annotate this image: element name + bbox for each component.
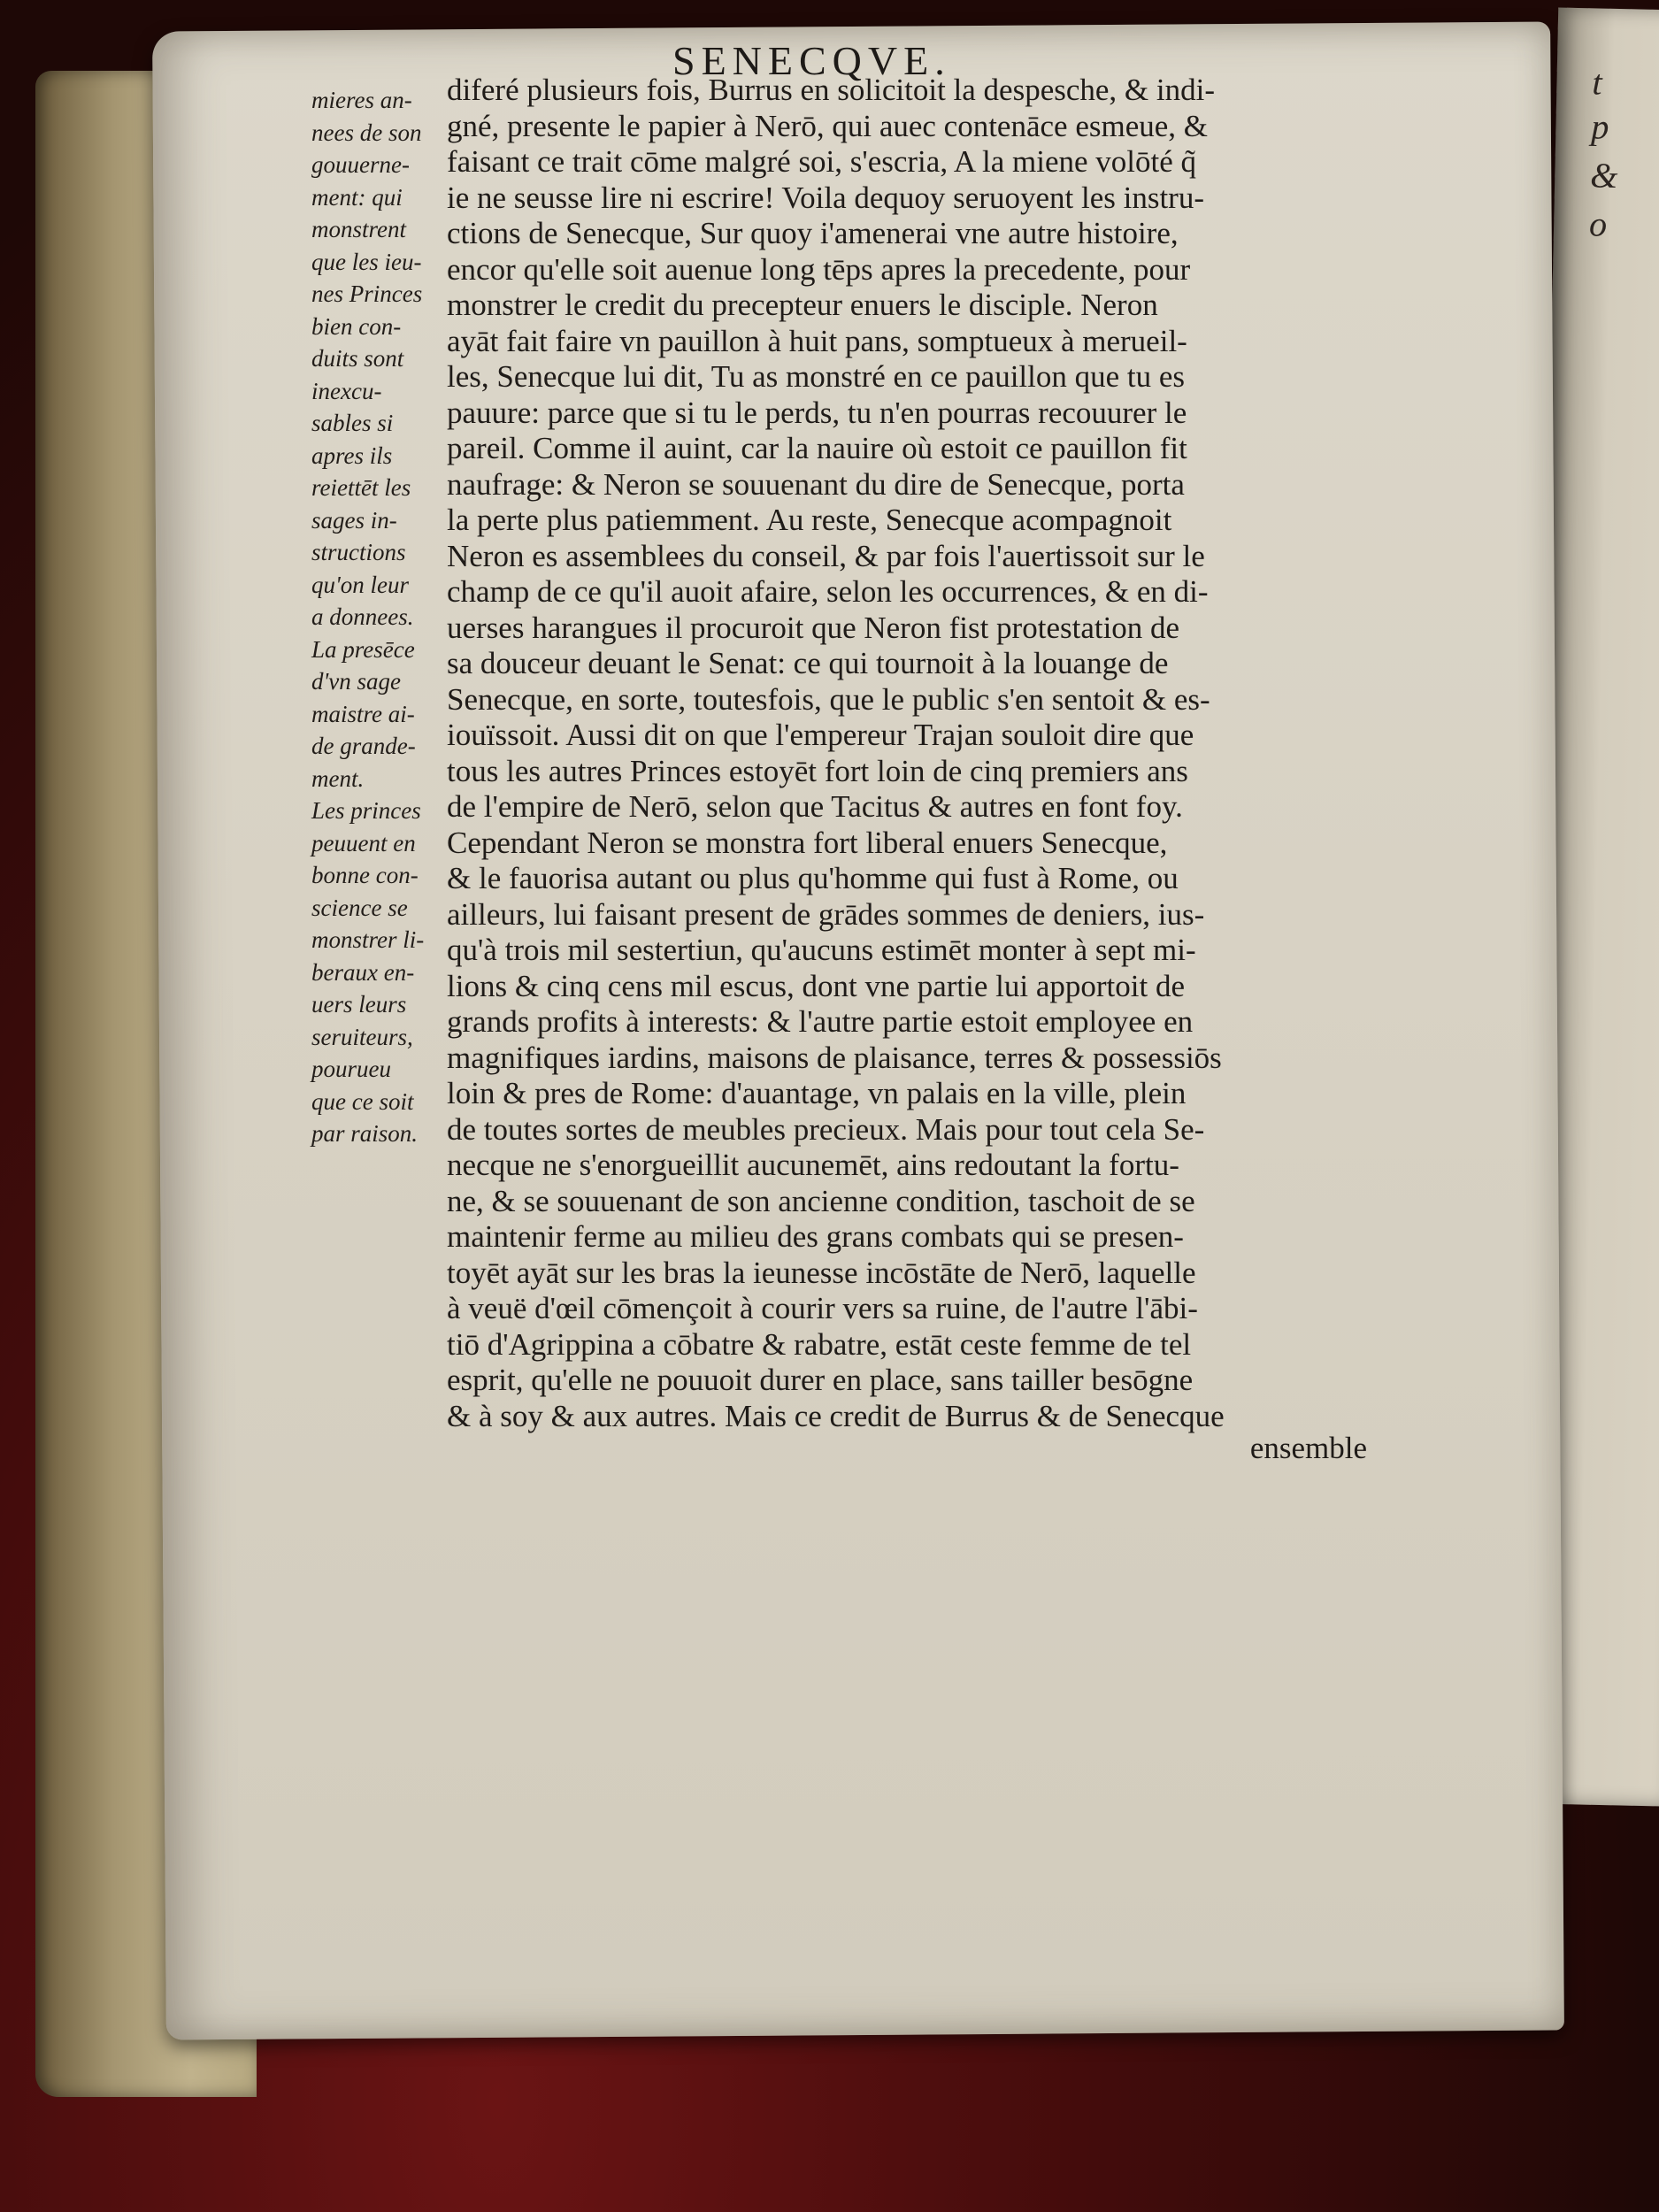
margin-note-line: bien con- bbox=[311, 312, 402, 340]
body-line: de toutes sortes de meubles precieux. Mais pour tout cela Se- bbox=[447, 1111, 1205, 1147]
margin-note-line: uers leurs bbox=[311, 991, 407, 1018]
body-text bbox=[447, 73, 1367, 1467]
margin-note-line: Les princes bbox=[311, 797, 421, 824]
margin-note-line: apres ils bbox=[311, 442, 393, 469]
body-line: ctions de Senecque, Sur quoy i'amenerai vne autre histoire, bbox=[447, 216, 1179, 250]
catchword: ensemble bbox=[1249, 1431, 1367, 1465]
margin-note-line: pourueu bbox=[311, 1056, 391, 1082]
body-line: maintenir ferme au milieu des grans combats qui se presen- bbox=[447, 1219, 1184, 1254]
body-line: & le fauorisa autant ou plus qu'homme qui fust à Rome, ou bbox=[447, 861, 1179, 895]
margin-note-line: La presēce bbox=[311, 635, 415, 663]
body-line: ailleurs, lui faisant present de grādes sommes de deniers, ius- bbox=[447, 896, 1205, 932]
margin-note-line: inexcu- bbox=[311, 377, 382, 404]
body-line: de l'empire de Nerō, selon que Tacitus & autres en font foy. bbox=[447, 789, 1183, 824]
body-line: necque ne s'enorgueillit aucunemēt, ains redoutant la fortu- bbox=[447, 1148, 1179, 1182]
margin-note-line: peuuent en bbox=[311, 829, 416, 856]
margin-note-line: nees de son bbox=[311, 119, 422, 146]
margin-note-line: monstrer li- bbox=[311, 926, 425, 953]
body-line: grands profits à interests: & l'autre partie estoit employee en bbox=[447, 1004, 1194, 1039]
margin-note-line: duits sont bbox=[311, 345, 404, 372]
margin-note-line: a donnees. bbox=[311, 603, 414, 630]
margin-note-line: sables si bbox=[311, 410, 394, 436]
margin-note-line: qu'on leur bbox=[311, 571, 410, 598]
body-line: iouïssoit. Aussi dit on que l'empereur Trajan souloit dire que bbox=[447, 718, 1194, 752]
body-line: loin & pres de Rome: d'auantage, vn palais en la ville, plein bbox=[447, 1076, 1187, 1110]
body-line: pauure: parce que si tu le perds, tu n'en pourras recouurer le bbox=[447, 395, 1187, 430]
body-line: naufrage: & Neron se souuenant du dire de Senecque, porta bbox=[447, 466, 1185, 502]
body-line: Neron es assemblees du conseil, & par fois l'auertissoit sur le bbox=[447, 538, 1205, 573]
facing-page-fragment: & bbox=[1589, 155, 1618, 196]
facing-page-fragment: o bbox=[1588, 204, 1608, 244]
body-line: ne, & se souuenant de son ancienne condition, taschoit de se bbox=[447, 1183, 1195, 1218]
margin-note-line: ment: qui bbox=[311, 183, 403, 211]
body-line: qu'à trois mil sestertiun, qu'aucuns estimēt monter à sept mi- bbox=[447, 933, 1196, 967]
body-line: faisant ce trait cōme malgré soi, s'escria, A la miene volōté q̃ bbox=[447, 144, 1196, 179]
margin-note-line: que ce soit bbox=[311, 1087, 414, 1115]
body-line: à veuë d'œil cōmençoit à courir vers sa ruine, de l'autre l'ābi- bbox=[447, 1291, 1198, 1325]
body-line: tous les autres Princes estoyēt fort loin de cinq premiers ans bbox=[447, 753, 1188, 788]
margin-note-line: ment. bbox=[311, 764, 365, 792]
body-line: sa douceur deuant le Senat: ce qui tournoit à la louange de bbox=[447, 646, 1169, 680]
margin-note-line: de grande- bbox=[311, 733, 416, 759]
body-line: gné, presente le papier à Nerō, qui auec contenāce esmeue, & bbox=[447, 108, 1208, 143]
margin-note-line: que les ieu- bbox=[311, 248, 422, 275]
margin-note-line: science se bbox=[311, 894, 408, 921]
margin-note-line: reiettēt les bbox=[311, 474, 411, 501]
margin-note-line: gouuerne- bbox=[311, 151, 410, 178]
body-line: monstrer le credit du precepteur enuers le disciple. Neron bbox=[447, 288, 1158, 322]
body-line: lions & cinq cens mil escus, dont vne partie lui apportoit de bbox=[447, 968, 1186, 1003]
body-line: encor qu'elle soit auenue long tēps apres la precedente, pour bbox=[447, 251, 1191, 287]
body-line: tiō d'Agrippina a cōbatre & rabatre, estāt ceste femme de tel bbox=[447, 1326, 1192, 1362]
running-head: SENECQVE. bbox=[672, 38, 951, 83]
margin-note-line: seruiteurs, bbox=[311, 1023, 413, 1050]
facing-page-fragment: p bbox=[1590, 106, 1609, 147]
margin-note-line: sages in- bbox=[311, 506, 397, 534]
body-line: toyēt ayāt sur les bras la ieunesse incōstāte de Nerō, laquelle bbox=[447, 1255, 1196, 1290]
margin-note-line: d'vn sage bbox=[311, 668, 401, 695]
margin-note-line: bonne con- bbox=[311, 862, 419, 888]
body-line: Senecque, en sorte, toutesfois, que le public s'en sentoit & es- bbox=[447, 681, 1210, 717]
facing-page-fragment: t bbox=[1592, 62, 1603, 103]
body-line: & à soy & aux autres. Mais ce credit de Burrus & de Senecque bbox=[447, 1398, 1225, 1433]
margin-note-line: monstrent bbox=[311, 216, 406, 242]
body-line: Cependant Neron se monstra fort liberal enuers Senecque, bbox=[447, 825, 1168, 860]
margin-note-line: maistre ai- bbox=[311, 700, 415, 727]
body-line: champ de ce qu'il auoit afaire, selon les occurrences, & en di- bbox=[447, 574, 1209, 609]
margin-note-line: nes Princes bbox=[311, 280, 423, 307]
body-line: ie ne seusse lire ni escrire! Voila dequoy seruoyent les instru- bbox=[447, 180, 1204, 215]
body-line: pareil. Comme il auint, car la nauire où estoit ce pauillon fit bbox=[447, 431, 1187, 465]
body-line: ayāt fait faire vn pauillon à huit pans, somptueux à merueil- bbox=[447, 323, 1187, 358]
margin-note-line: beraux en- bbox=[311, 958, 415, 986]
margin-note-line: structions bbox=[311, 539, 406, 565]
body-line: les, Senecque lui dit, Tu as monstré en ce pauillon que tu es bbox=[447, 359, 1186, 394]
body-line: magnifiques iardins, maisons de plaisance, terres & possessiōs bbox=[447, 1040, 1222, 1075]
body-line: la perte plus patiemment. Au reste, Senecque acompagnoit bbox=[447, 503, 1172, 537]
body-line: diferé plusieurs fois, Burrus en solicitoit la despesche, & indi- bbox=[447, 73, 1216, 107]
body-line: uerses harangues il procuroit que Neron fist protestation de bbox=[447, 610, 1180, 645]
body-line: esprit, qu'elle ne pouuoit durer en place, sans tailler besōgne bbox=[447, 1363, 1194, 1397]
margin-note-line: mieres an- bbox=[311, 87, 412, 113]
margin-note-line: par raison. bbox=[311, 1120, 419, 1147]
